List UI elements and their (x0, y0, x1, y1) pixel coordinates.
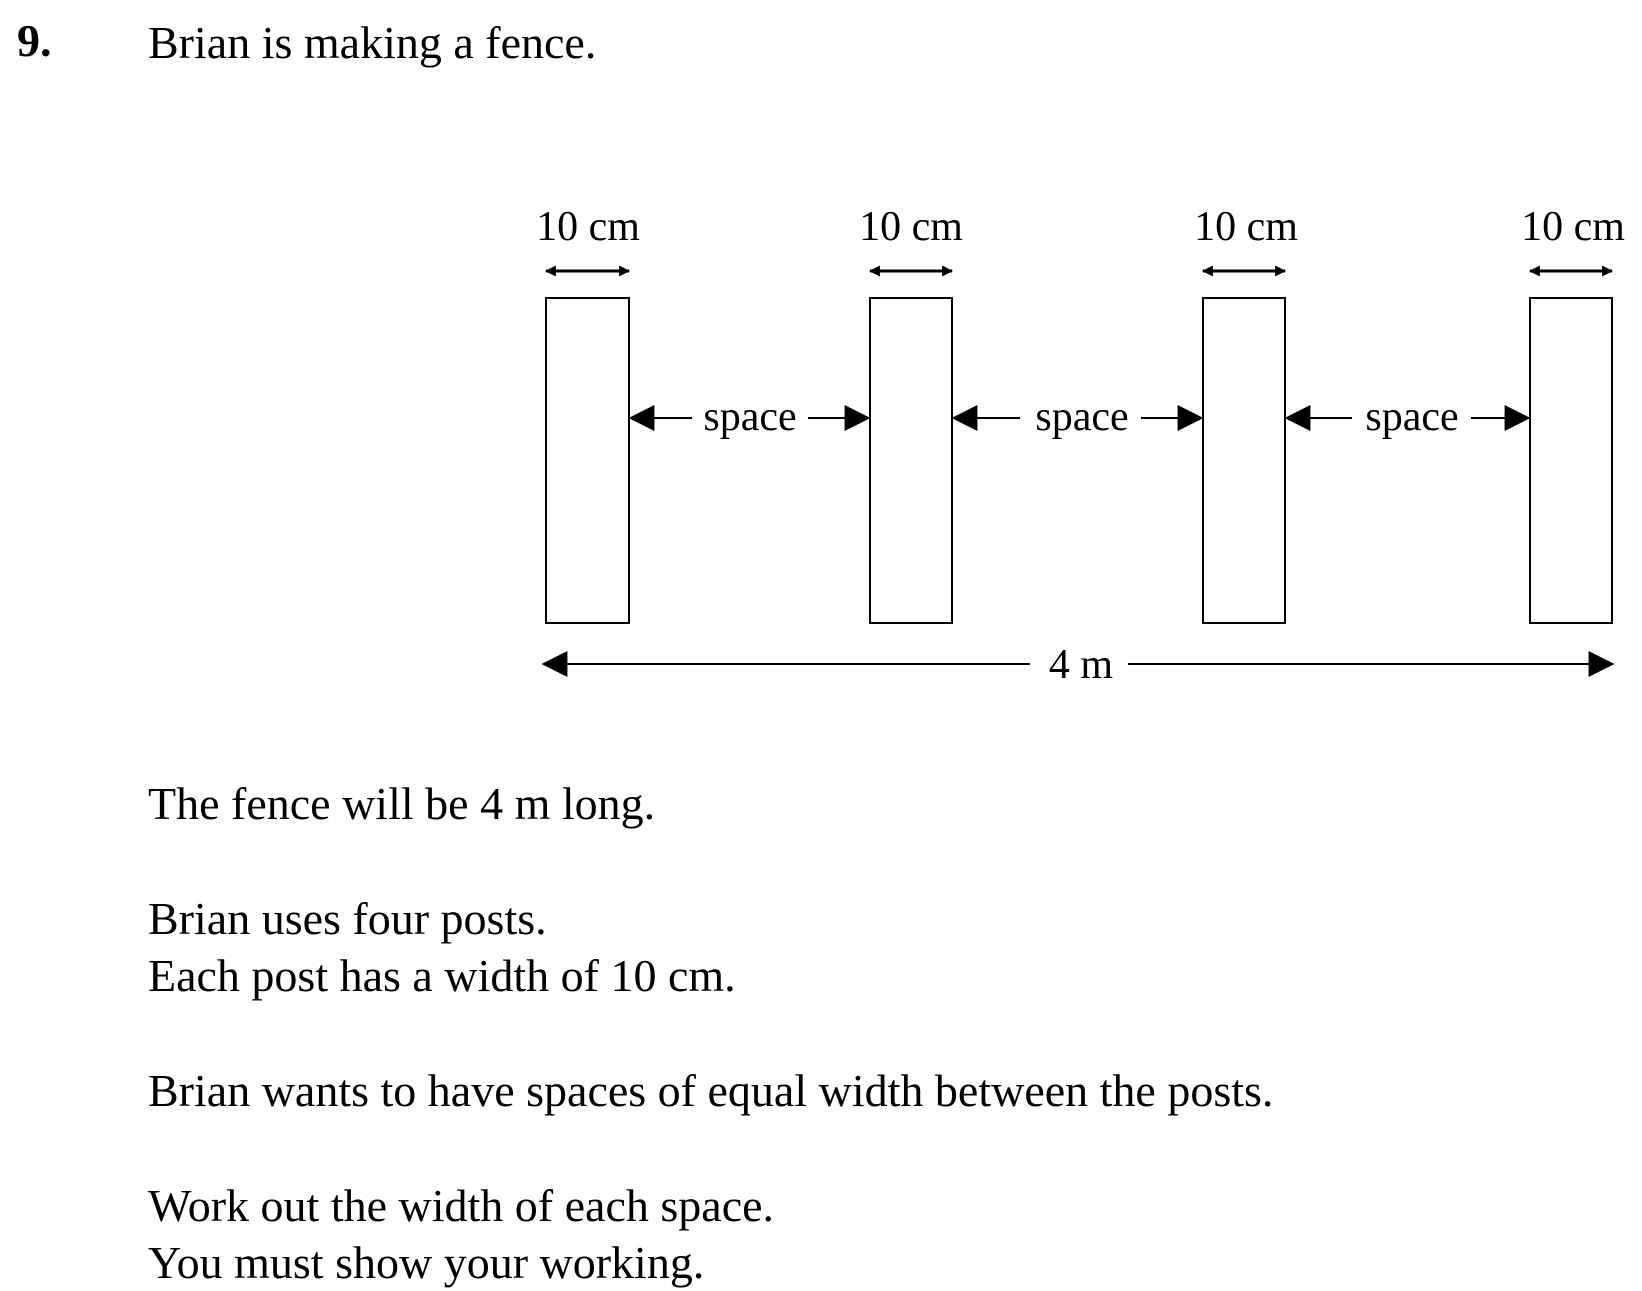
post-width-label: 10 cm (1521, 204, 1625, 250)
space-label: space (1365, 394, 1459, 440)
paragraph-task (148, 1177, 774, 1291)
post-width-label: 10 cm (859, 204, 963, 250)
post-width-label: 10 cm (536, 204, 640, 250)
space-label: space (1035, 394, 1129, 440)
paragraph-equal-spaces (148, 1062, 1273, 1119)
space-label: space (703, 394, 797, 440)
text-line: The fence will be 4 m long. (148, 778, 656, 829)
paragraph-posts (148, 890, 736, 1004)
text-line: Brian wants to have spaces of equal width between the posts. (148, 1065, 1274, 1116)
fence-post (1203, 298, 1285, 623)
post-width-label: 10 cm (1194, 204, 1298, 250)
text-line: Brian uses four posts. (148, 893, 547, 944)
text-line: Work out the width of each space. (148, 1180, 775, 1231)
total-length-label: 4 m (1048, 642, 1114, 688)
text-line: Each post has a width of 10 cm. (148, 950, 736, 1001)
fence-post (546, 298, 629, 623)
paragraph-fence-length (148, 775, 655, 832)
fence-post (870, 298, 952, 623)
question-number: 9. (17, 15, 52, 66)
text-line: You must show your working. (148, 1237, 705, 1288)
fence-post (1530, 298, 1612, 623)
question-title: Brian is making a fence. (148, 17, 597, 68)
